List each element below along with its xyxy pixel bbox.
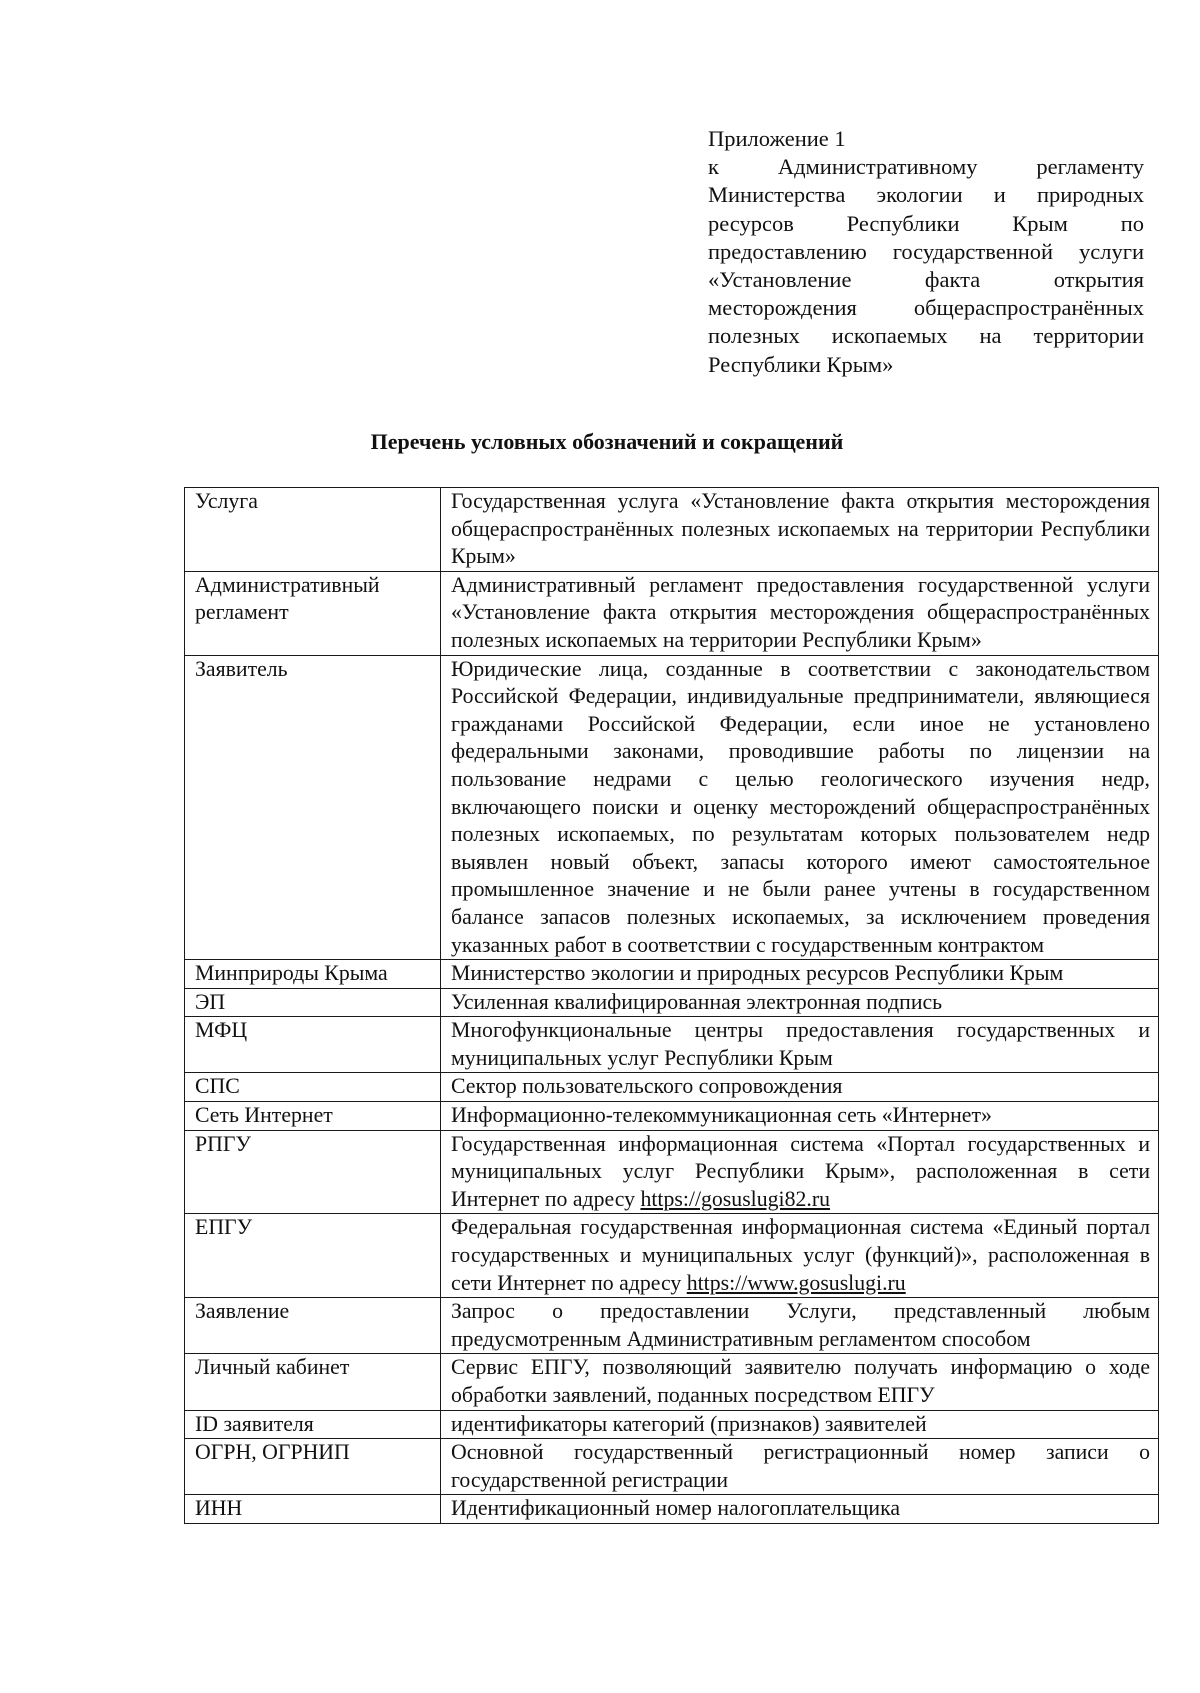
term-cell: ЕПГУ bbox=[185, 1214, 441, 1298]
term-cell: Административный регламент bbox=[185, 571, 441, 655]
definition-cell: Информационно-телекоммуникационная сеть «Интернет» bbox=[441, 1102, 1159, 1131]
term-cell: Заявитель bbox=[185, 655, 441, 960]
rpgu-link[interactable]: https://gosuslugi82.ru bbox=[640, 1186, 830, 1211]
appendix-text: к Административному регламенту Министерства экологии и природных ресурсов Республики Крым по предоставлению государственной услуги «Установление факта открытия месторождения общераспространённых полезных ископаемых на территории Республики Крым» bbox=[708, 154, 1144, 377]
term-cell: Услуга bbox=[185, 488, 441, 572]
definition-cell: Юридические лица, созданные в соответствии с законодательством Российской Федерации, индивидуальные предприниматели, являющиеся гражданами Российской Федерации, если иное не установлено федеральными законами, проводившие работы по лицензии на пользование недрами с целью геологического изучения недр, включающего поиски и оценку месторождений общераспространённых полезных ископаемых, по результатам которых пользователем недр выявлен новый объект, запасы которого имеют самостоятельное промышленное значение и не были ранее учтены в государственном балансе запасов полезных ископаемых, за исключением проведения указанных работ в соответствии с государственным контрактом bbox=[441, 655, 1159, 960]
term-cell: ЭП bbox=[185, 988, 441, 1017]
definition-cell: Основной государственный регистрационный номер записи о государственной регистрации bbox=[441, 1439, 1159, 1495]
definition-text: Федеральная государственная информационная система «Единый портал государственных и муниципальных услуг (функций)», расположенная в сети Интернет по адресу bbox=[451, 1215, 1150, 1295]
term-cell: ID заявителя bbox=[185, 1410, 441, 1439]
definition-cell: Многофункциональные центры предоставления государственных и муниципальных услуг Республики Крым bbox=[441, 1017, 1159, 1073]
definition-cell: Министерство экологии и природных ресурсов Республики Крым bbox=[441, 960, 1159, 989]
term-cell: Минприроды Крыма bbox=[185, 960, 441, 989]
definition-cell bbox=[441, 1130, 1159, 1214]
term-cell: Личный кабинет bbox=[185, 1354, 441, 1410]
table-row bbox=[185, 1214, 1159, 1298]
definition-cell bbox=[441, 1214, 1159, 1298]
term-cell: РПГУ bbox=[185, 1130, 441, 1214]
table-row bbox=[185, 988, 1159, 1017]
epgu-link[interactable]: https://www.gosuslugi.ru bbox=[686, 1270, 906, 1295]
definition-cell: идентификаторы категорий (признаков) заявителей bbox=[441, 1410, 1159, 1439]
definition-cell: Государственная услуга «Установление факта открытия месторождения общераспространённых полезных ископаемых на территории Республики Крым» bbox=[441, 488, 1159, 572]
table-row bbox=[185, 655, 1159, 960]
table-row bbox=[185, 1073, 1159, 1102]
table-row bbox=[185, 960, 1159, 989]
term-cell: ИНН bbox=[185, 1495, 441, 1524]
table-row bbox=[185, 488, 1159, 572]
appendix-title: Приложение 1 bbox=[708, 126, 846, 151]
definition-cell: Идентификационный номер налогоплательщика bbox=[441, 1495, 1159, 1524]
table-row bbox=[185, 1130, 1159, 1214]
definition-text: Государственная информационная система «Портал государственных и муниципальных услуг Республики Крым», расположенная в сети Интернет по адресу bbox=[451, 1131, 1150, 1211]
table-row bbox=[185, 1410, 1159, 1439]
term-cell: Заявление bbox=[185, 1298, 441, 1354]
definition-cell: Запрос о предоставлении Услуги, представленный любым предусмотренным Административным регламентом способом bbox=[441, 1298, 1159, 1354]
definition-cell: Усиленная квалифицированная электронная подпись bbox=[441, 988, 1159, 1017]
table-row bbox=[185, 1354, 1159, 1410]
table-row bbox=[185, 1102, 1159, 1131]
definition-cell: Сервис ЕПГУ, позволяющий заявителю получать информацию о ходе обработки заявлений, поданных посредством ЕПГУ bbox=[441, 1354, 1159, 1410]
definition-cell: Сектор пользовательского сопровождения bbox=[441, 1073, 1159, 1102]
appendix-header bbox=[708, 125, 1144, 379]
table-row bbox=[185, 1298, 1159, 1354]
term-cell: СПС bbox=[185, 1073, 441, 1102]
abbreviations-table bbox=[184, 487, 1159, 1524]
term-cell: Сеть Интернет bbox=[185, 1102, 441, 1131]
term-cell: МФЦ bbox=[185, 1017, 441, 1073]
document-title: Перечень условных обозначений и сокращений bbox=[370, 429, 844, 454]
table-row bbox=[185, 1017, 1159, 1073]
table-row bbox=[185, 571, 1159, 655]
table-row bbox=[185, 1495, 1159, 1524]
term-cell: ОГРН, ОГРНИП bbox=[185, 1439, 441, 1495]
definition-cell: Административный регламент предоставления государственной услуги «Установление факта открытия месторождения общераспространённых полезных ископаемых на территории Республики Крым» bbox=[441, 571, 1159, 655]
table-row bbox=[185, 1439, 1159, 1495]
